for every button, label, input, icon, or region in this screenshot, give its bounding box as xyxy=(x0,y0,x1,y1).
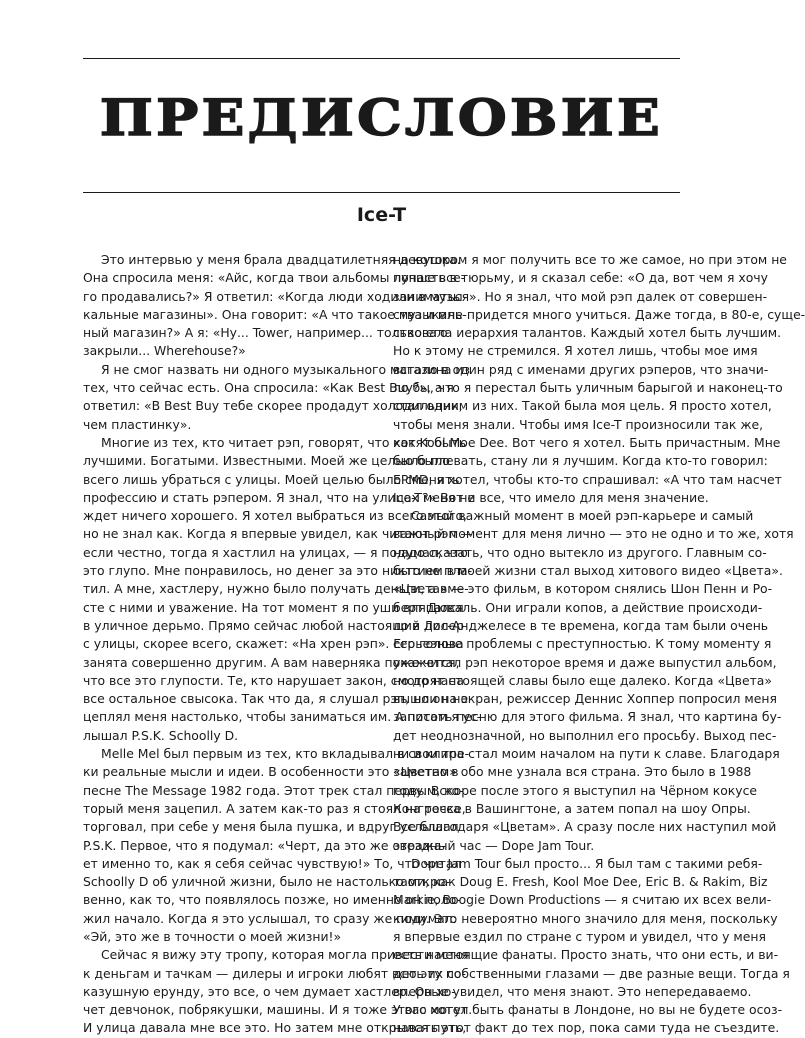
text-line: бытием в моей жизни стал выход хитового видео «Цвета». xyxy=(393,563,783,579)
text-line: И улица давала мне все это. Но затем мне открылся путь, xyxy=(83,1020,467,1036)
paragraph xyxy=(393,251,805,507)
text-line: чтобы меня знали. Чтобы имя Ice-T произносили так же, xyxy=(393,416,764,432)
text-line: ло бы, что я перестал быть уличным барыгой и наконец-то xyxy=(393,380,783,396)
text-line: Но к этому не стремился. Я хотел лишь, чтобы мое имя xyxy=(393,343,758,359)
text-line: ствовала иерархия талантов. Каждый хотел быть лучшим. xyxy=(393,325,782,341)
text-line: впервые увидел, что меня знают. Это непередаваемо. xyxy=(393,983,752,999)
text-line: ни и клипа стал моим началом на пути к славе. Благодаря xyxy=(393,746,780,762)
text-line: Она спросила меня: «Айс, когда твои альбомы лучше все- xyxy=(83,270,466,286)
text-line: «Цвета» — это фильм, в котором снялись Шон Пенн и Ро- xyxy=(393,581,773,597)
text-line: «Эй, это же в точности о моей жизни!» xyxy=(83,928,342,944)
text-line: «Цветам» обо мне узнала вся страна. Это было в 1988 xyxy=(393,764,752,780)
text-line: важный момент для меня лично — это не одно и то же, хотя xyxy=(393,526,794,542)
text-line: песне The Message 1982 года. Этот трек стал первым, ко- xyxy=(83,782,464,798)
text-line: жил начало. Когда я это услышал, то сразу же подумал: xyxy=(83,910,457,926)
top-rule xyxy=(83,58,680,59)
text-line: всего лишь убраться с улицы. Моей целью было сменить xyxy=(83,471,460,487)
text-line: EPMD, я хотел, чтобы кто-то спрашивал: «А что там насчет xyxy=(393,471,782,487)
text-line: Я не смог назвать ни одного музыкального магазина из xyxy=(101,361,471,377)
author-name: Ice-T xyxy=(356,204,407,226)
text-line: торый меня зацепил. А затем как-то раз я стоял на точке, xyxy=(83,800,466,816)
text-line: Конгресса в Вашингтоне, а затем попал на шоу Опры. xyxy=(393,800,751,816)
text-line: навать этот факт до тех пор, пока сами туда не съездите. xyxy=(393,1020,780,1036)
text-line: это глупо. Мне понравилось, но денег за это никто не пла- xyxy=(83,563,473,579)
paragraph xyxy=(83,946,473,1037)
text-line: серьезные проблемы с преступностью. К тому моменту я xyxy=(393,636,772,652)
text-line: я впервые ездил по стране с туром и увидел, что у меня xyxy=(393,928,766,944)
text-line: уже читал рэп некоторое время и даже выпустил альбом, xyxy=(393,654,777,670)
text-line: венно, как то, что появлялось позже, но именно он поло- xyxy=(83,892,461,908)
text-line: лышал P.S.K. Schoolly D. xyxy=(83,727,239,743)
text-line: профессию и стать рэпером. Я знал, что на улицах меня не xyxy=(83,489,476,505)
text-line: все остальное свысока. Так что да, я слушал рэп, но он не xyxy=(83,691,469,707)
text-line: Ice-T?» Вот и все, что имело для меня значение. xyxy=(393,489,709,505)
text-line: казушную ерунду, это все, о чем думает хастлер. Он хо- xyxy=(83,983,456,999)
text-line: берт Дюваль. Они играли копов, а действие происходи- xyxy=(393,599,763,615)
text-line: что все это глупости. Те, кто нарушает закон, смотрят на xyxy=(83,672,464,688)
paragraph xyxy=(393,507,794,855)
text-line: тами, как Doug E. Fresh, Kool Moe Dee, Eric B. & Rakim, Biz xyxy=(393,874,768,890)
text-line: кальные магазины». Она говорит: «А что такое музыкаль- xyxy=(83,306,467,322)
text-line: тех, что сейчас есть. Она спросила: «Как Best Buy?», а я xyxy=(83,380,454,396)
text-line: Melle Mel был первым из тех, кто вкладывал в свои тре- xyxy=(101,746,470,762)
text-line: если честно, тогда я хастлил на улицах, — я подумал, что xyxy=(83,544,468,560)
paragraph xyxy=(393,855,790,1001)
paragraph xyxy=(83,745,470,946)
text-line: звездный час — Dope Jam Tour. xyxy=(393,837,595,853)
text-line: У вас могут быть фанаты в Лондоне, но вы не будете осоз- xyxy=(393,1002,783,1018)
text-line: заниматься». Но я знал, что мой рэп далек от совершен- xyxy=(393,288,768,304)
paragraph xyxy=(83,434,482,745)
right-column xyxy=(393,251,805,1038)
text-line: Schoolly D об уличной жизни, было не настолько откро- xyxy=(83,874,450,890)
text-line: на котором я мог получить все то же самое, но при этом не xyxy=(393,252,787,267)
text-line: году. Вскоре после этого я выступил на Чёрном кокусе xyxy=(393,782,758,798)
text-line: P.S.K. Первое, что я подумал: «Черт, да это же отража- xyxy=(83,837,446,853)
text-line: чет девчонок, побрякушки, машины. И я тоже этого хотел. xyxy=(83,1002,473,1018)
text-line: но не знал как. Когда я впервые увидел, как читают рэп — xyxy=(83,526,473,542)
text-line: Markie, Boogie Down Productions — я считаю их всех вели- xyxy=(393,892,772,908)
text-line: стал одним из них. Такой была моя цель. Я просто хотел, xyxy=(393,398,772,414)
text-line: Сейчас я вижу эту тропу, которая могла привести меня xyxy=(101,947,469,963)
text-line: деть их собственными глазами — две разные вещи. Тогда я xyxy=(393,965,790,981)
text-line: в уличное дерьмо. Прямо сейчас любой настоящий дилер xyxy=(83,617,464,633)
left-column xyxy=(83,251,482,1038)
text-line: тил. А мне, хастлеру, нужно было получать деньги, а вме- xyxy=(83,581,469,597)
title-rule xyxy=(83,192,680,193)
text-line: надо сказать, что одно вытекло из другого. Главным со- xyxy=(393,544,767,560)
page-title: ПРЕДИСЛОВИЕ xyxy=(99,88,664,147)
text-line: ства и мне придется много учиться. Даже тогда, в 80-е, суще- xyxy=(393,306,805,322)
text-line: ет именно то, как я себя сейчас чувствую!» То, что читал xyxy=(83,855,462,871)
text-line: ждет ничего хорошего. Я хотел выбраться из всего этого, xyxy=(83,508,467,524)
text-line: кими. Это невероятно много значило для меня, поскольку xyxy=(393,910,778,926)
text-line: торговал, при себе у меня была пушка, и вдруг услышал xyxy=(83,819,459,835)
text-line: к деньгам и тачкам — дилеры и игроки любят всю эту по- xyxy=(83,965,466,981)
paragraph xyxy=(83,361,471,434)
text-line: Многие из тех, кто читает рэп, говорят, что хотят быть xyxy=(101,434,467,450)
paragraph xyxy=(83,251,468,361)
paragraph xyxy=(393,1001,783,1038)
text-line: занята совершенно другим. А вам наверняка покажется, xyxy=(83,654,460,670)
text-line: встало в один ряд с именами других рэперов, что значи- xyxy=(393,361,769,377)
text-line: Dope Jam Tour был просто... Я был там с такими ребя- xyxy=(411,855,763,871)
text-line: ки реальные мысли и идеи. В особенности это заметно в xyxy=(83,764,459,780)
text-line: но до настоящей славы было еще далеко. Когда «Цвета» xyxy=(393,672,772,688)
text-line: Это интервью у меня брала двадцатилетняя девушка. xyxy=(101,252,461,267)
text-line: попасть в тюрьму, и я сказал себе: «О да, вот чем я хочу xyxy=(393,270,768,286)
text-line: ло в Лос-Анджелесе в те времена, когда там были очень xyxy=(393,617,769,633)
text-line: ответил: «В Best Buy тебе скорее продадут холодильник, xyxy=(83,398,463,414)
text-line: записать песню для этого фильма. Я знал, что картина бу- xyxy=(393,709,782,725)
text-line: лучшими. Богатыми. Известными. Моей же целью было xyxy=(83,453,450,469)
text-line: дет неоднозначной, но выполнил его просьбу. Выход пес- xyxy=(393,727,777,743)
text-line: цеплял меня настолько, чтобы заниматься им. А потом я ус- xyxy=(83,709,482,725)
text-line: есть настоящие фанаты. Просто знать, что они есть, и ви- xyxy=(393,947,779,963)
text-line: Все благодаря «Цветам». А сразу после них наступил мой xyxy=(393,819,777,835)
text-line: как Kool Moe Dee. Вот чего я хотел. Быть причастным. Мне xyxy=(393,434,781,450)
text-line: с улицы, скорее всего, скажет: «На хрен рэп». Его голова xyxy=(83,636,464,652)
text-line: было плевать, стану ли я лучшим. Когда кто-то говорил: xyxy=(393,453,768,469)
text-line: го продавались?» Я ответил: «Когда люди ходили в музы- xyxy=(83,288,468,304)
text-line: чем пластинку». xyxy=(83,416,192,432)
text-line: вышли на экран, режиссер Деннис Хоппер попросил меня xyxy=(393,691,777,707)
text-line: Самый важный момент в моей рэп-карьере и самый xyxy=(411,508,754,524)
text-line: закрыли... Wherehouse?» xyxy=(83,343,246,359)
text-line: сте с ними и уважение. На тот момент я по уши вляпался xyxy=(83,599,464,615)
text-line: ный магазин?» А я: «Ну... Tower, например... только его xyxy=(83,325,448,341)
